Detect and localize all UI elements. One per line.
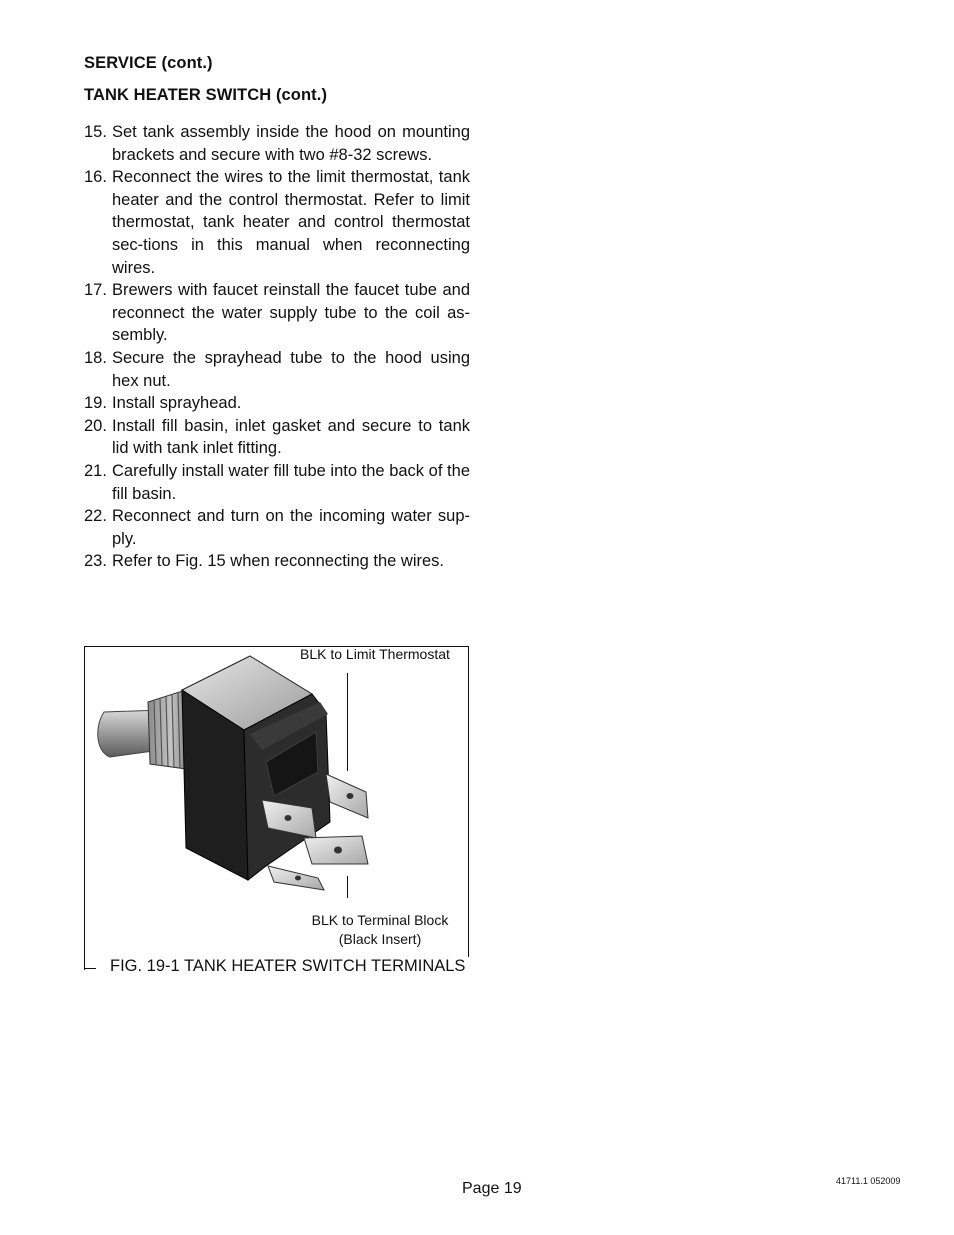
- label-terminal-block-line1: BLK to Terminal Block: [311, 912, 449, 928]
- step-number: 15.: [84, 123, 107, 141]
- step-item: [84, 392, 470, 415]
- step-text: Reconnect the wires to the limit thermostat, tank heater and the control thermostat. Refer to limit thermostat, tank heater and control thermostat sec-tions in this manual when reconnecting wires.: [112, 168, 470, 277]
- label-terminal-block-line2: (Black Insert): [338, 931, 422, 947]
- step-item: [84, 505, 470, 550]
- step-item: [84, 415, 470, 460]
- step-number: 16.: [84, 168, 107, 187]
- step-text: Install sprayhead.: [112, 394, 242, 413]
- step-text: Reconnect and turn on the incoming water sup-ply.: [112, 507, 470, 548]
- step-number: 17.: [84, 281, 107, 300]
- step-item: [84, 347, 470, 392]
- leader-line-top: [347, 673, 348, 771]
- step-text: Brewers with faucet reinstall the faucet tube and reconnect the water supply tube to the coil as-sembly.: [112, 281, 470, 345]
- figure-frame-bottom-left: [84, 968, 96, 969]
- label-terminal-block: [306, 911, 454, 949]
- label-limit-thermostat: BLK to Limit Thermostat: [300, 646, 450, 662]
- step-text: Set tank assembly inside the hood on mounting brackets and secure with two #8-32 screws.: [112, 123, 470, 164]
- step-number: 21.: [84, 461, 107, 480]
- step-text: Refer to Fig. 15 when reconnecting the wires.: [112, 552, 445, 571]
- step-number: 22.: [84, 507, 107, 526]
- step-text: Carefully install water fill tube into the back of the fill basin.: [112, 461, 470, 503]
- toggle-switch-illustration: [90, 652, 390, 902]
- step-item: [84, 121, 470, 166]
- step-item: [84, 550, 470, 573]
- step-number: 18.: [84, 348, 107, 367]
- section-heading: SERVICE (cont.): [84, 54, 213, 72]
- step-text: Secure the sprayhead tube to the hood using hex nut.: [112, 348, 470, 390]
- step-number: 23.: [84, 552, 107, 571]
- page-number: Page 19: [462, 1180, 522, 1197]
- figure-caption: FIG. 19-1 TANK HEATER SWITCH TERMINALS: [106, 957, 469, 976]
- document-number: 41711.1 052009: [836, 1176, 901, 1186]
- procedure-steps: [84, 121, 470, 573]
- step-number: 19.: [84, 394, 107, 413]
- step-item: [84, 279, 470, 347]
- step-item: [84, 166, 470, 279]
- leader-line-bottom: [347, 876, 348, 898]
- step-number: 20.: [84, 416, 107, 435]
- subsection-heading: TANK HEATER SWITCH (cont.): [84, 86, 328, 104]
- step-item: [84, 460, 470, 505]
- step-text: Install fill basin, inlet gasket and secure to tank lid with tank inlet fitting.: [112, 416, 470, 458]
